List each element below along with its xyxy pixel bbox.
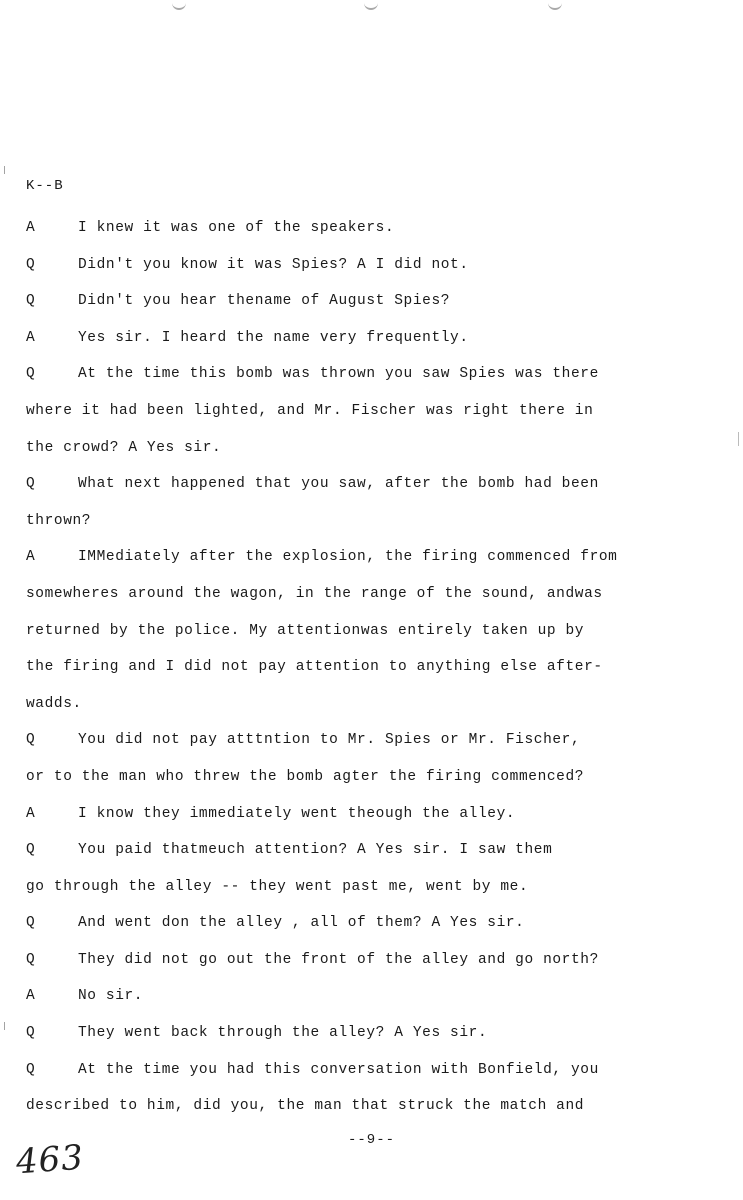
binding-mark — [548, 0, 562, 10]
speaker-label: A — [26, 549, 36, 566]
transcript-line — [0, 905, 743, 942]
transcript-line — [0, 576, 743, 613]
transcript-line — [0, 356, 743, 393]
transcript-line — [0, 1052, 743, 1089]
line-text: thrown? — [26, 512, 92, 529]
line-text: where it had been lighted, and Mr. Fischer was right there in — [26, 402, 594, 419]
line-text: Didn't you know it was Spies? A I did not. — [78, 256, 469, 273]
line-text: You did not pay atttntion to Mr. Spies or Mr. Fischer, — [78, 732, 581, 749]
transcript-line — [0, 283, 743, 320]
transcript-line — [0, 1088, 743, 1125]
header-code: K--B — [26, 178, 64, 194]
binding-mark — [172, 0, 186, 10]
speaker-label: Q — [26, 476, 36, 493]
speaker-label: Q — [26, 951, 36, 968]
speaker-label: A — [26, 805, 36, 822]
speaker-label: Q — [26, 1061, 36, 1078]
line-text: Didn't you hear thename of August Spies? — [78, 293, 451, 310]
speaker-label: Q — [26, 915, 36, 932]
speaker-label: Q — [26, 293, 36, 310]
speaker-label: A — [26, 220, 36, 236]
page-number: --9-- — [347, 1132, 395, 1148]
line-text: They did not go out the front of the alley and go north? — [78, 951, 599, 968]
transcript-line — [0, 796, 743, 833]
line-text: You paid thatmeuch attention? A Yes sir. I saw them — [78, 842, 553, 859]
transcript-line — [0, 869, 743, 906]
line-text: or to the man who threw the bomb agter the firing commenced? — [26, 768, 585, 785]
handwritten-page-number: 463 — [14, 1137, 86, 1183]
line-text: I know they immediately went theough the alley. — [78, 805, 516, 822]
line-text: the firing and I did not pay attention to anything else after- — [26, 659, 603, 676]
speaker-label: A — [26, 988, 36, 1005]
line-text: somewheres around the wagon, in the range of the sound, andwas — [26, 585, 603, 602]
transcript-line — [0, 320, 743, 357]
line-text: What next happened that you saw, after the bomb had been — [78, 476, 599, 493]
transcript-line — [0, 503, 743, 540]
line-text: go through the alley -- they went past me, went by me. — [26, 878, 529, 895]
transcript-line — [0, 832, 743, 869]
transcript-line — [0, 430, 743, 467]
transcript-line — [0, 649, 743, 686]
line-text: wadds. — [26, 695, 82, 712]
transcript-line — [0, 210, 743, 247]
line-text: They went back through the alley? A Yes sir. — [78, 1025, 488, 1042]
line-text: described to him, did you, the man that struck the match and — [26, 1098, 585, 1115]
transcript-line — [0, 759, 743, 796]
transcript-line — [0, 722, 743, 759]
binding-mark — [364, 0, 378, 10]
margin-mark — [4, 166, 9, 174]
line-text: the crowd? A Yes sir. — [26, 439, 222, 456]
line-text: returned by the police. My attentionwas entirely taken up by — [26, 622, 585, 639]
transcript-line — [0, 466, 743, 503]
line-text: I knew it was one of the speakers. — [78, 220, 395, 236]
transcript-line — [0, 613, 743, 650]
line-text: Yes sir. I heard the name very frequently. — [78, 329, 469, 346]
line-text: And went don the alley , all of them? A Yes sir. — [78, 915, 525, 932]
transcript-line — [0, 1015, 743, 1052]
line-text: No sir. — [78, 988, 144, 1005]
speaker-label: A — [26, 329, 36, 346]
transcript-lines — [0, 210, 743, 1125]
speaker-label: Q — [26, 842, 36, 859]
transcript-line — [0, 539, 743, 576]
line-text: IMMediately after the explosion, the firing commenced from — [78, 549, 618, 566]
speaker-label: Q — [26, 256, 36, 273]
line-text: At the time this bomb was thrown you saw Spies was there — [78, 366, 599, 383]
transcript-line — [0, 247, 743, 284]
speaker-label: Q — [26, 366, 36, 383]
line-text: At the time you had this conversation with Bonfield, you — [78, 1061, 599, 1078]
transcript-line — [0, 978, 743, 1015]
transcript-line — [0, 686, 743, 723]
transcript-line — [0, 393, 743, 430]
speaker-label: Q — [26, 732, 36, 749]
transcript-line — [0, 942, 743, 979]
speaker-label: Q — [26, 1025, 36, 1042]
